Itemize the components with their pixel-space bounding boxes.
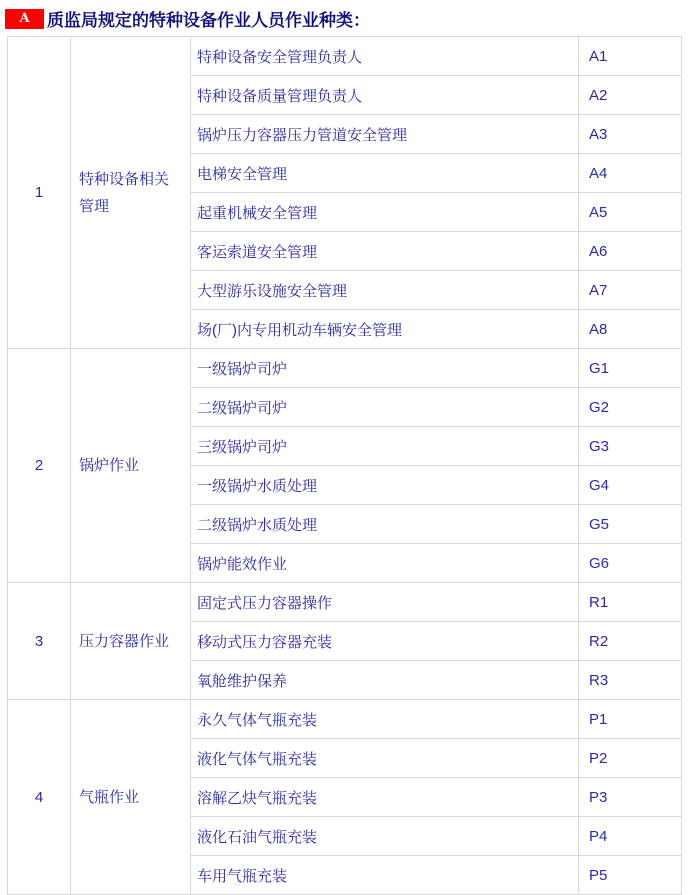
section-category-cell: 特种设备相关管理: [71, 37, 191, 349]
job-name-cell: 溶解乙炔气瓶充装: [191, 778, 579, 817]
job-name-cell: 车用气瓶充装: [191, 856, 579, 895]
job-code-cell: A3: [579, 115, 682, 154]
section-number-cell: 4: [8, 700, 71, 895]
job-code-cell: P2: [579, 739, 682, 778]
section-number-cell: 3: [8, 583, 71, 700]
job-name-cell: 一级锅炉司炉: [191, 349, 579, 388]
job-row: [8, 583, 682, 622]
job-name-cell: 液化气体气瓶充装: [191, 739, 579, 778]
job-name-cell: 电梯安全管理: [191, 154, 579, 193]
job-code-cell: P1: [579, 700, 682, 739]
section-category-cell: 锅炉作业: [71, 349, 191, 583]
job-name-cell: 氧舱维护保养: [191, 661, 579, 700]
job-name-cell: 液化石油气瓶充装: [191, 817, 579, 856]
job-name-cell: 场(厂)内专用机动车辆安全管理: [191, 310, 579, 349]
job-code-cell: R3: [579, 661, 682, 700]
job-code-cell: R1: [579, 583, 682, 622]
job-name-cell: 特种设备质量管理负责人: [191, 76, 579, 115]
job-name-cell: 一级锅炉水质处理: [191, 466, 579, 505]
section-letter-badge: A: [5, 9, 44, 29]
job-code-cell: A2: [579, 76, 682, 115]
section-number-cell: 1: [8, 37, 71, 349]
section-category-cell: 压力容器作业: [71, 583, 191, 700]
job-row: [8, 37, 682, 76]
job-code-cell: G1: [579, 349, 682, 388]
job-code-cell: G2: [579, 388, 682, 427]
job-row: [8, 700, 682, 739]
job-name-cell: 移动式压力容器充装: [191, 622, 579, 661]
job-name-cell: 锅炉能效作业: [191, 544, 579, 583]
job-name-cell: 特种设备安全管理负责人: [191, 37, 579, 76]
job-name-cell: 永久气体气瓶充装: [191, 700, 579, 739]
job-name-cell: 起重机械安全管理: [191, 193, 579, 232]
page-header: [5, 8, 689, 29]
job-name-cell: 二级锅炉水质处理: [191, 505, 579, 544]
job-name-cell: 锅炉压力容器压力管道安全管理: [191, 115, 579, 154]
job-code-cell: G6: [579, 544, 682, 583]
job-code-cell: R2: [579, 622, 682, 661]
job-name-cell: 固定式压力容器操作: [191, 583, 579, 622]
personnel-categories-table: [7, 36, 682, 895]
job-name-cell: 三级锅炉司炉: [191, 427, 579, 466]
section-category-cell: 气瓶作业: [71, 700, 191, 895]
job-code-cell: P4: [579, 817, 682, 856]
page-title: 质监局规定的特种设备作业人员作业种类：: [47, 11, 370, 30]
job-name-cell: 大型游乐设施安全管理: [191, 271, 579, 310]
job-code-cell: P3: [579, 778, 682, 817]
job-code-cell: G5: [579, 505, 682, 544]
job-code-cell: A6: [579, 232, 682, 271]
job-code-cell: A7: [579, 271, 682, 310]
job-code-cell: A1: [579, 37, 682, 76]
job-name-cell: 客运索道安全管理: [191, 232, 579, 271]
table-body: [8, 37, 682, 895]
job-code-cell: A8: [579, 310, 682, 349]
job-name-cell: 二级锅炉司炉: [191, 388, 579, 427]
job-row: [8, 349, 682, 388]
job-code-cell: G4: [579, 466, 682, 505]
job-code-cell: A4: [579, 154, 682, 193]
job-code-cell: A5: [579, 193, 682, 232]
job-code-cell: P5: [579, 856, 682, 895]
section-number-cell: 2: [8, 349, 71, 583]
job-code-cell: G3: [579, 427, 682, 466]
